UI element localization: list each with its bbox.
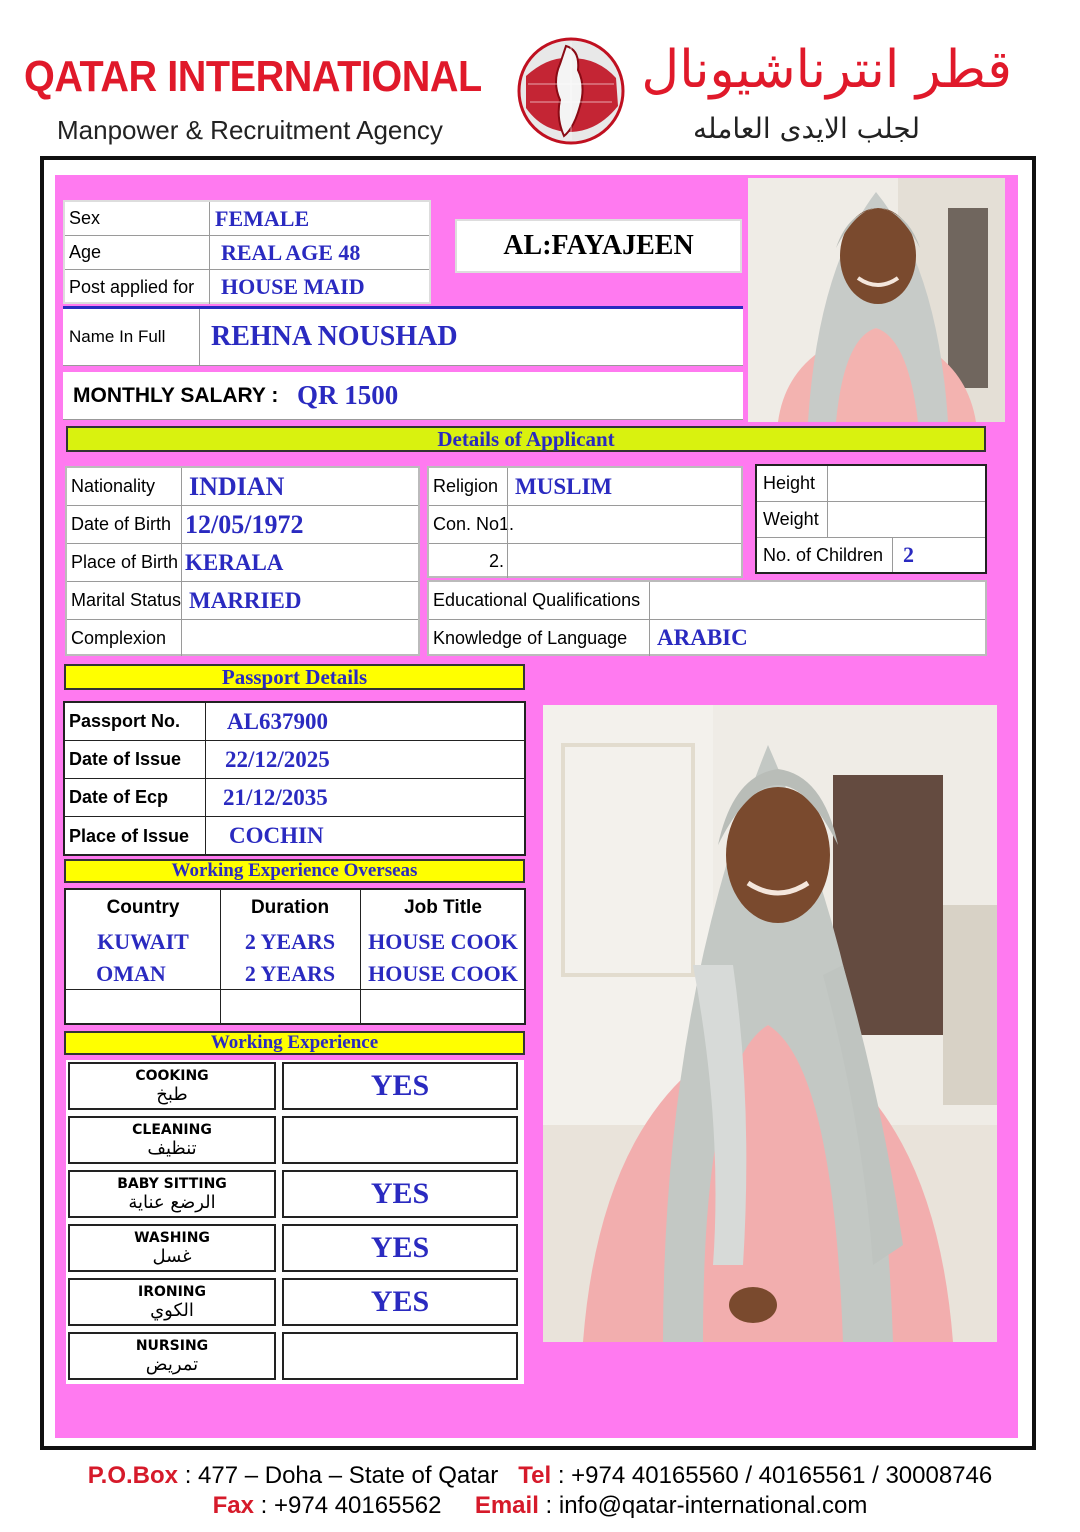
passport-no-value: AL637900	[227, 708, 328, 734]
table-row	[66, 958, 524, 990]
skill-row-cooking	[66, 1060, 524, 1112]
skill-name: BABY SITTING	[117, 1176, 227, 1192]
footer-contact-line-2	[0, 1492, 1080, 1520]
place-of-issue-value: COCHIN	[229, 823, 324, 848]
name-label: Name In Full	[69, 327, 166, 346]
pob-value: KERALA	[185, 549, 284, 575]
col-header-country: Country	[106, 897, 180, 918]
company-name-arabic: قطر انترناشيونال	[641, 40, 1012, 100]
skill-name-arabic: تنظيف	[147, 1138, 197, 1159]
sex-label: Sex	[69, 208, 101, 228]
con2-label: 2.	[489, 550, 505, 571]
children-value: 2	[903, 542, 914, 567]
passport-no-label: Passport No.	[69, 711, 181, 731]
height-label: Height	[763, 473, 816, 493]
col-header-duration: Duration	[250, 897, 330, 918]
overseas-table	[64, 888, 526, 1025]
nationality-label: Nationality	[71, 476, 156, 496]
religion-label: Religion	[433, 476, 499, 496]
email-value[interactable]: : info@qatar-international.com	[545, 1492, 868, 1519]
job-title-cell: HOUSE COOK	[368, 929, 518, 954]
skill-value: YES	[370, 1231, 430, 1264]
skill-row-baby-sitting	[66, 1168, 524, 1220]
skill-row-ironing	[66, 1276, 524, 1328]
nationality-value: INDIAN	[189, 471, 285, 501]
complexion-value	[185, 620, 189, 656]
skill-name: CLEANING	[132, 1122, 212, 1138]
education-value	[655, 582, 659, 619]
email-label: Email	[474, 1492, 539, 1519]
expiry-date-value: 21/12/2035	[223, 784, 328, 810]
passport-band: Passport Details	[64, 664, 525, 690]
duration-cell: 2 YEARS	[244, 960, 336, 986]
skill-name-arabic: تمريض	[145, 1354, 199, 1375]
job-title-cell: HOUSE COOK	[368, 960, 518, 986]
skill-name: IRONING	[137, 1284, 207, 1300]
post-label: Post applied for	[69, 276, 195, 297]
skill-name-arabic: الكوي	[150, 1300, 194, 1321]
pob-label: Place of Birth	[71, 552, 179, 572]
skill-name: WASHING	[134, 1230, 210, 1246]
table-row	[66, 926, 524, 958]
pobox-value: : 477 – Doha – State of Qatar	[184, 1462, 499, 1489]
children-label: No. of Children	[763, 544, 884, 565]
dob-label: Date of Birth	[71, 514, 172, 534]
skill-row-cleaning	[66, 1114, 524, 1166]
sex-value: FEMALE	[215, 205, 310, 231]
details-band: Details of Applicant	[66, 426, 986, 452]
skill-value: YES	[370, 1177, 430, 1210]
skill-value: YES	[370, 1069, 430, 1102]
skills-table	[66, 1060, 524, 1384]
con1-label: Con. No1.	[433, 514, 515, 534]
passport-table	[63, 701, 526, 856]
weight-label: Weight	[763, 509, 819, 529]
salary-row	[63, 372, 743, 420]
skill-name-arabic: طبخ	[156, 1084, 188, 1105]
full-name: REHNA NOUSHAD	[211, 321, 458, 352]
agency-name-box	[455, 219, 742, 273]
skill-name-arabic: الرضع عناية	[128, 1192, 216, 1213]
company-subtitle: Manpower & Recruitment Agency	[57, 115, 443, 145]
country-cell: KUWAIT	[97, 929, 189, 954]
dob-value: 12/05/1972	[185, 509, 304, 539]
company-subtitle-arabic: لجلب الايدى العامله	[693, 112, 920, 145]
education-label: Educational Qualifications	[433, 590, 641, 610]
skill-value: YES	[370, 1285, 430, 1318]
footer-contact-line-1	[0, 1462, 1080, 1490]
pobox-label: P.O.Box	[87, 1462, 179, 1489]
religion-value: MUSLIM	[515, 473, 613, 499]
skill-name-arabic: غسل	[152, 1246, 192, 1267]
marital-value: MARRIED	[189, 587, 302, 613]
personal-details-table	[65, 466, 420, 656]
age-label: Age	[69, 242, 102, 262]
salary-value: QR 1500	[297, 380, 399, 410]
complexion-label: Complexion	[71, 627, 167, 648]
age-value: REAL AGE 48	[221, 239, 361, 265]
education-language-table	[427, 580, 987, 656]
fax-value: : +974 40165562	[260, 1492, 442, 1519]
basic-info-table	[63, 200, 431, 304]
applicant-photo-portrait	[748, 178, 1005, 422]
marital-label: Marital Status	[71, 590, 182, 610]
fax-label: Fax	[212, 1492, 254, 1519]
physical-details-table	[755, 464, 987, 574]
place-of-issue-label: Place of Issue	[69, 825, 190, 846]
language-label: Knowledge of Language	[433, 627, 628, 648]
globe-logo-icon	[508, 36, 634, 146]
overseas-band: Working Experience Overseas	[64, 859, 525, 883]
skills-band: Working Experience	[64, 1031, 525, 1055]
religion-table	[427, 466, 743, 578]
company-name: QATAR INTERNATIONAL	[24, 52, 482, 101]
skill-name: NURSING	[135, 1338, 209, 1354]
tel-value: : +974 40165560 / 40165561 / 30008746	[557, 1462, 993, 1489]
language-value: ARABIC	[657, 625, 748, 650]
col-header-job-title: Job Title	[404, 897, 482, 918]
salary-label: MONTHLY SALARY :	[73, 383, 279, 407]
post-value: HOUSE MAID	[221, 274, 365, 299]
issue-date-value: 22/12/2025	[225, 746, 330, 772]
agency-name: AL:FAYAJEEN	[503, 230, 694, 261]
tel-label: Tel	[518, 1462, 552, 1489]
expiry-date-label: Date of Ecp	[69, 787, 169, 807]
skill-name: COOKING	[135, 1068, 209, 1084]
name-row	[63, 306, 743, 366]
country-cell: OMAN	[96, 960, 166, 986]
duration-cell: 2 YEARS	[244, 929, 336, 954]
skill-row-nursing	[66, 1330, 524, 1382]
applicant-photo-full	[543, 705, 997, 1342]
issue-date-label: Date of Issue	[69, 749, 182, 769]
skill-row-washing	[66, 1222, 524, 1274]
